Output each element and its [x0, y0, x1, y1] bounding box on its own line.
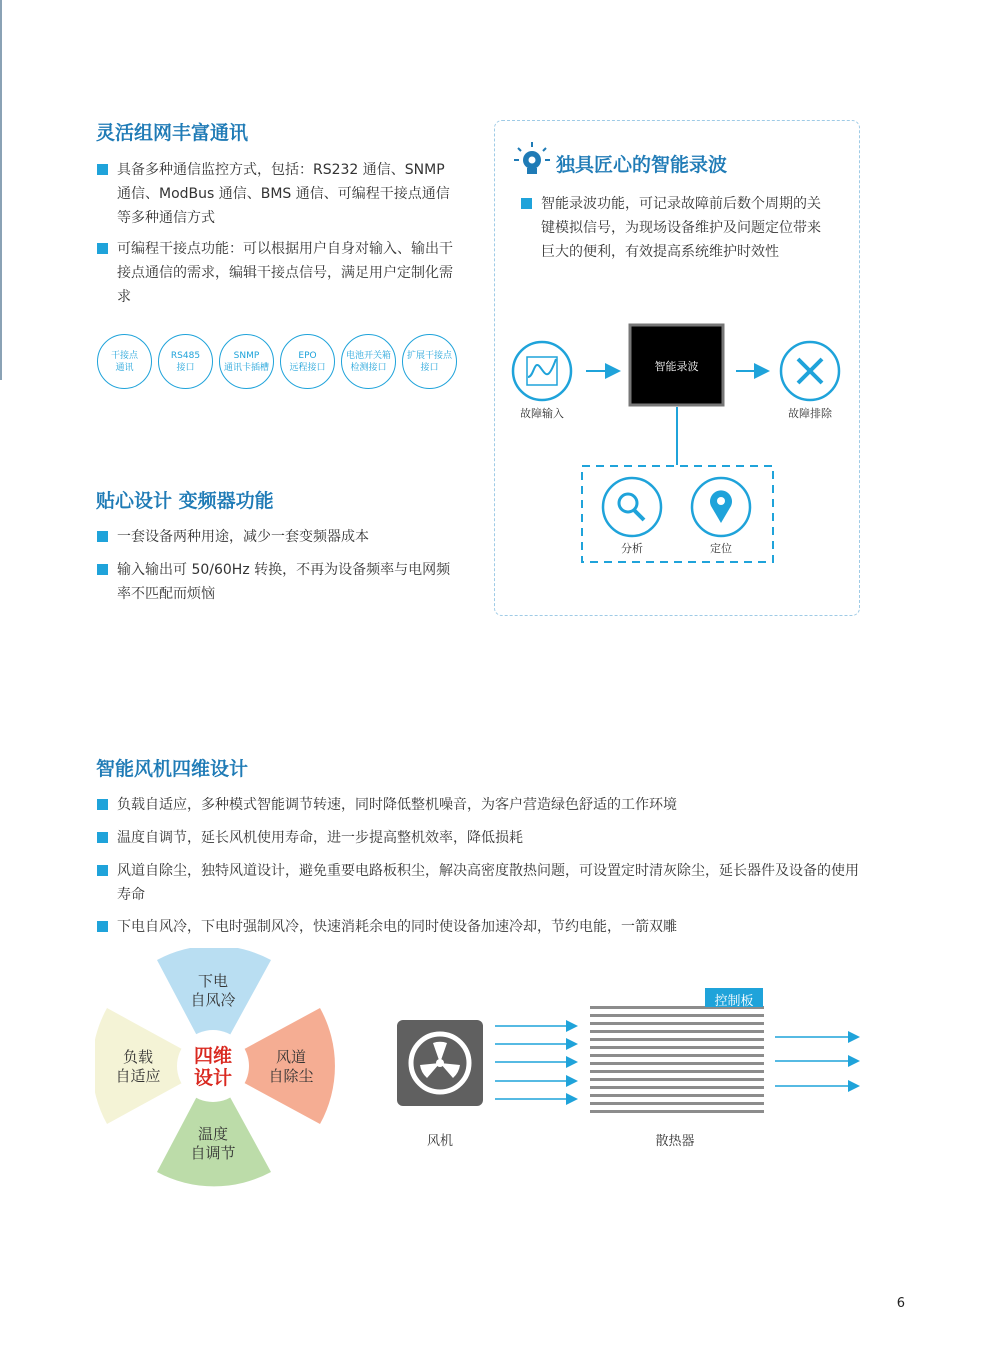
fan-icon	[397, 1020, 483, 1106]
list-item: 负载自适应，多种模式智能调节转速，同时降低整机噪音，为客户营造绿色舒适的工作环境	[97, 793, 867, 817]
list-item: 可编程干接点功能：可以根据用户自身对输入、输出干接点通信的需求，编辑干接点信号，满足用户定制化需求	[97, 237, 457, 309]
petal-bottom-text: 温度 自调节	[190, 1125, 236, 1162]
side-rule	[0, 0, 2, 380]
bullet-square	[97, 164, 108, 175]
bullet-square	[521, 198, 532, 209]
bullet-square	[97, 531, 108, 542]
petal-right-text: 风道 自除尘	[268, 1048, 314, 1085]
bullet-square	[97, 799, 108, 810]
interface-rs485: RS485 接口	[158, 334, 213, 389]
airflow-diagram	[395, 985, 865, 1115]
section-title-networking: 灵活组网丰富通讯	[96, 122, 249, 144]
bullet-square	[97, 564, 108, 575]
magnifier-icon	[603, 478, 661, 536]
interface-extended-contact: 扩展干接点 接口	[402, 334, 457, 389]
fan-label: 风机	[426, 1134, 453, 1149]
location-pin-icon	[692, 478, 750, 536]
fault-input-label: 故障输入	[520, 407, 564, 420]
petal-top-text: 下电 自风冷	[190, 972, 236, 1009]
list-item: 具备多种通信监控方式，包括：RS232 通信、SNMP 通信、ModBus 通信、BMS 通信、可编程干接点通信等多种通信方式	[97, 158, 457, 230]
control-board-label: 控制板	[714, 994, 754, 1009]
recorder-title: 独具匠心的智能录波	[556, 154, 728, 176]
waveform-icon	[513, 342, 571, 400]
interface-epo: EPO 远程接口	[280, 334, 335, 389]
fault-removal-label: 故障排除	[788, 407, 832, 420]
recorder-diagram	[500, 315, 855, 570]
analysis-label: 分析	[621, 542, 643, 555]
section-title-inverter: 贴心设计 变频器功能	[96, 490, 274, 512]
bullet-square	[97, 832, 108, 843]
recorder-description: 智能录波功能，可记录故障前后数个周期的关键模拟信号，为现场设备维护及问题定位带来巨大的便利，有效提高系统维护时效性	[521, 192, 831, 264]
list-item: 风道自除尘，独特风道设计，避免重要电路板积尘，解决高密度散热问题，可设置定时清灰除尘，延长器件及设备的使用寿命	[97, 859, 867, 907]
page-number: 6	[896, 1296, 905, 1311]
bullet-square	[97, 243, 108, 254]
recorder-core-label: 智能录波	[654, 360, 699, 373]
center-title: 四维 设计	[193, 1045, 232, 1089]
bullet-square	[97, 865, 108, 876]
interface-circles	[97, 334, 457, 392]
radiator-label: 散热器	[655, 1134, 695, 1149]
locate-label: 定位	[710, 542, 732, 555]
tools-icon	[781, 342, 839, 400]
list-item: 温度自调节，延长风机使用寿命，进一步提高整机效率，降低损耗	[97, 826, 867, 850]
interface-snmp: SNMP 通讯卡插槽	[219, 334, 274, 389]
interface-battery-switch: 电池开关箱 检测接口	[341, 334, 396, 389]
radiator-fins	[590, 1006, 764, 1113]
list-item: 下电自风冷，下电时强制风冷，快速消耗余电的同时使设备加速冷却，节约电能，一箭双雕	[97, 915, 867, 939]
list-item: 一套设备两种用途，减少一套变频器成本	[97, 525, 457, 549]
petal-left-text: 负载 自适应	[115, 1048, 161, 1085]
interface-dry-contact: 干接点 通讯	[97, 334, 152, 389]
bullet-square	[97, 921, 108, 932]
list-item: 输入输出可 50/60Hz 转换，不再为设备频率与电网频率不匹配而烦恼	[97, 558, 457, 606]
section-title-fan: 智能风机四维设计	[96, 758, 249, 780]
bulb-gear-icon	[512, 140, 552, 180]
